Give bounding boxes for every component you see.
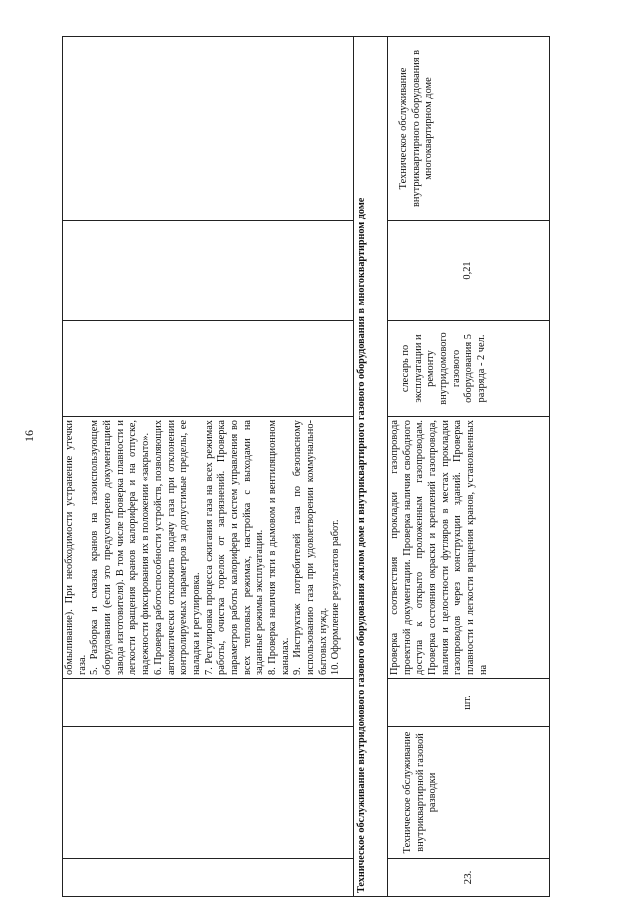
cell-empty-num [63,859,354,897]
rotated-table-wrapper [62,37,532,897]
executor: слесарь по эксплуатации и ремонту внутридомового газового оборудования 5 разряда - 2 чел. [388,321,550,417]
section-header-text: Техническое обслуживание внутридомового газового оборудования жилом доме и внутриквартирного газового оборудования в многоквартирном доме [354,37,388,897]
cell-empty-unit [63,679,354,727]
page-number: 16 [22,430,36,442]
service-object: Техническое обслуживание внутриквартирного оборудования в многоквартирном доме [388,37,550,221]
work-item: 10. Оформление результатов работ. [330,519,342,675]
cell-work-list-continued [63,417,354,679]
work-description [388,417,550,679]
time-norm: 0,21 [388,221,550,321]
cell-empty-object [63,37,354,221]
work-item: 9. Инструктаж потребителей газа по безопасному использованию газа при удовлетворении коммунально-бытовых нужд. [292,420,329,675]
table-section-header [354,37,388,897]
cell-empty-name [63,727,354,859]
work-item: 6. Проверка работоспособности устройств, позволяющих автоматически отключить подачу газа при отклонении контролируемых параметров за допустимые пределы, ее наладка и регулировка. [152,419,202,675]
row-number: 23. [388,859,550,897]
work-norms-table [62,36,550,897]
unit-of-measure: шт. [388,679,550,727]
cell-empty-norm [63,221,354,321]
work-description-text: Проверка соответствия прокладки газопровода проектной документации. Проверка наличия свободного доступа к открыто проложенным газопроводам. Проверка состояния окраски и креплений газопровода, наличия и целостности футляров в местах прокладки газопроводов через конструкции зданий. Проверка плавности и легкости вращения кранов, установленных на [389,420,489,675]
work-item: 7. Регулировка процесса сжигания газа на всех режимах работы, очистка горелок от загрязнений. Проверка параметров работы калорифера и систем управления во всех тепловых режимах, настройка с выходами на заданные режимы эксплуатации. [203,420,266,675]
cell-empty-executor [63,321,354,417]
work-item: 5. Разборка и смазка кранов на газоиспользующем оборудовании (если это предусмотрено документацией завода изготовителя). В том числе проверка плавности и легкости вращения кранов калорифера и на отпуске, надежности фиксирования их в положении «закрыто». [89,420,152,675]
table-row [388,37,550,897]
table-row-continued [63,37,354,897]
work-item: 8. Проверка наличия тяги в дымовом и вентиляционном каналах. [267,420,291,675]
work-item: обмыливание). При необходимости устранение утечки газа. [64,420,88,675]
work-name: Техническое обслуживание внутриквартирной газовой разводки [388,727,550,859]
